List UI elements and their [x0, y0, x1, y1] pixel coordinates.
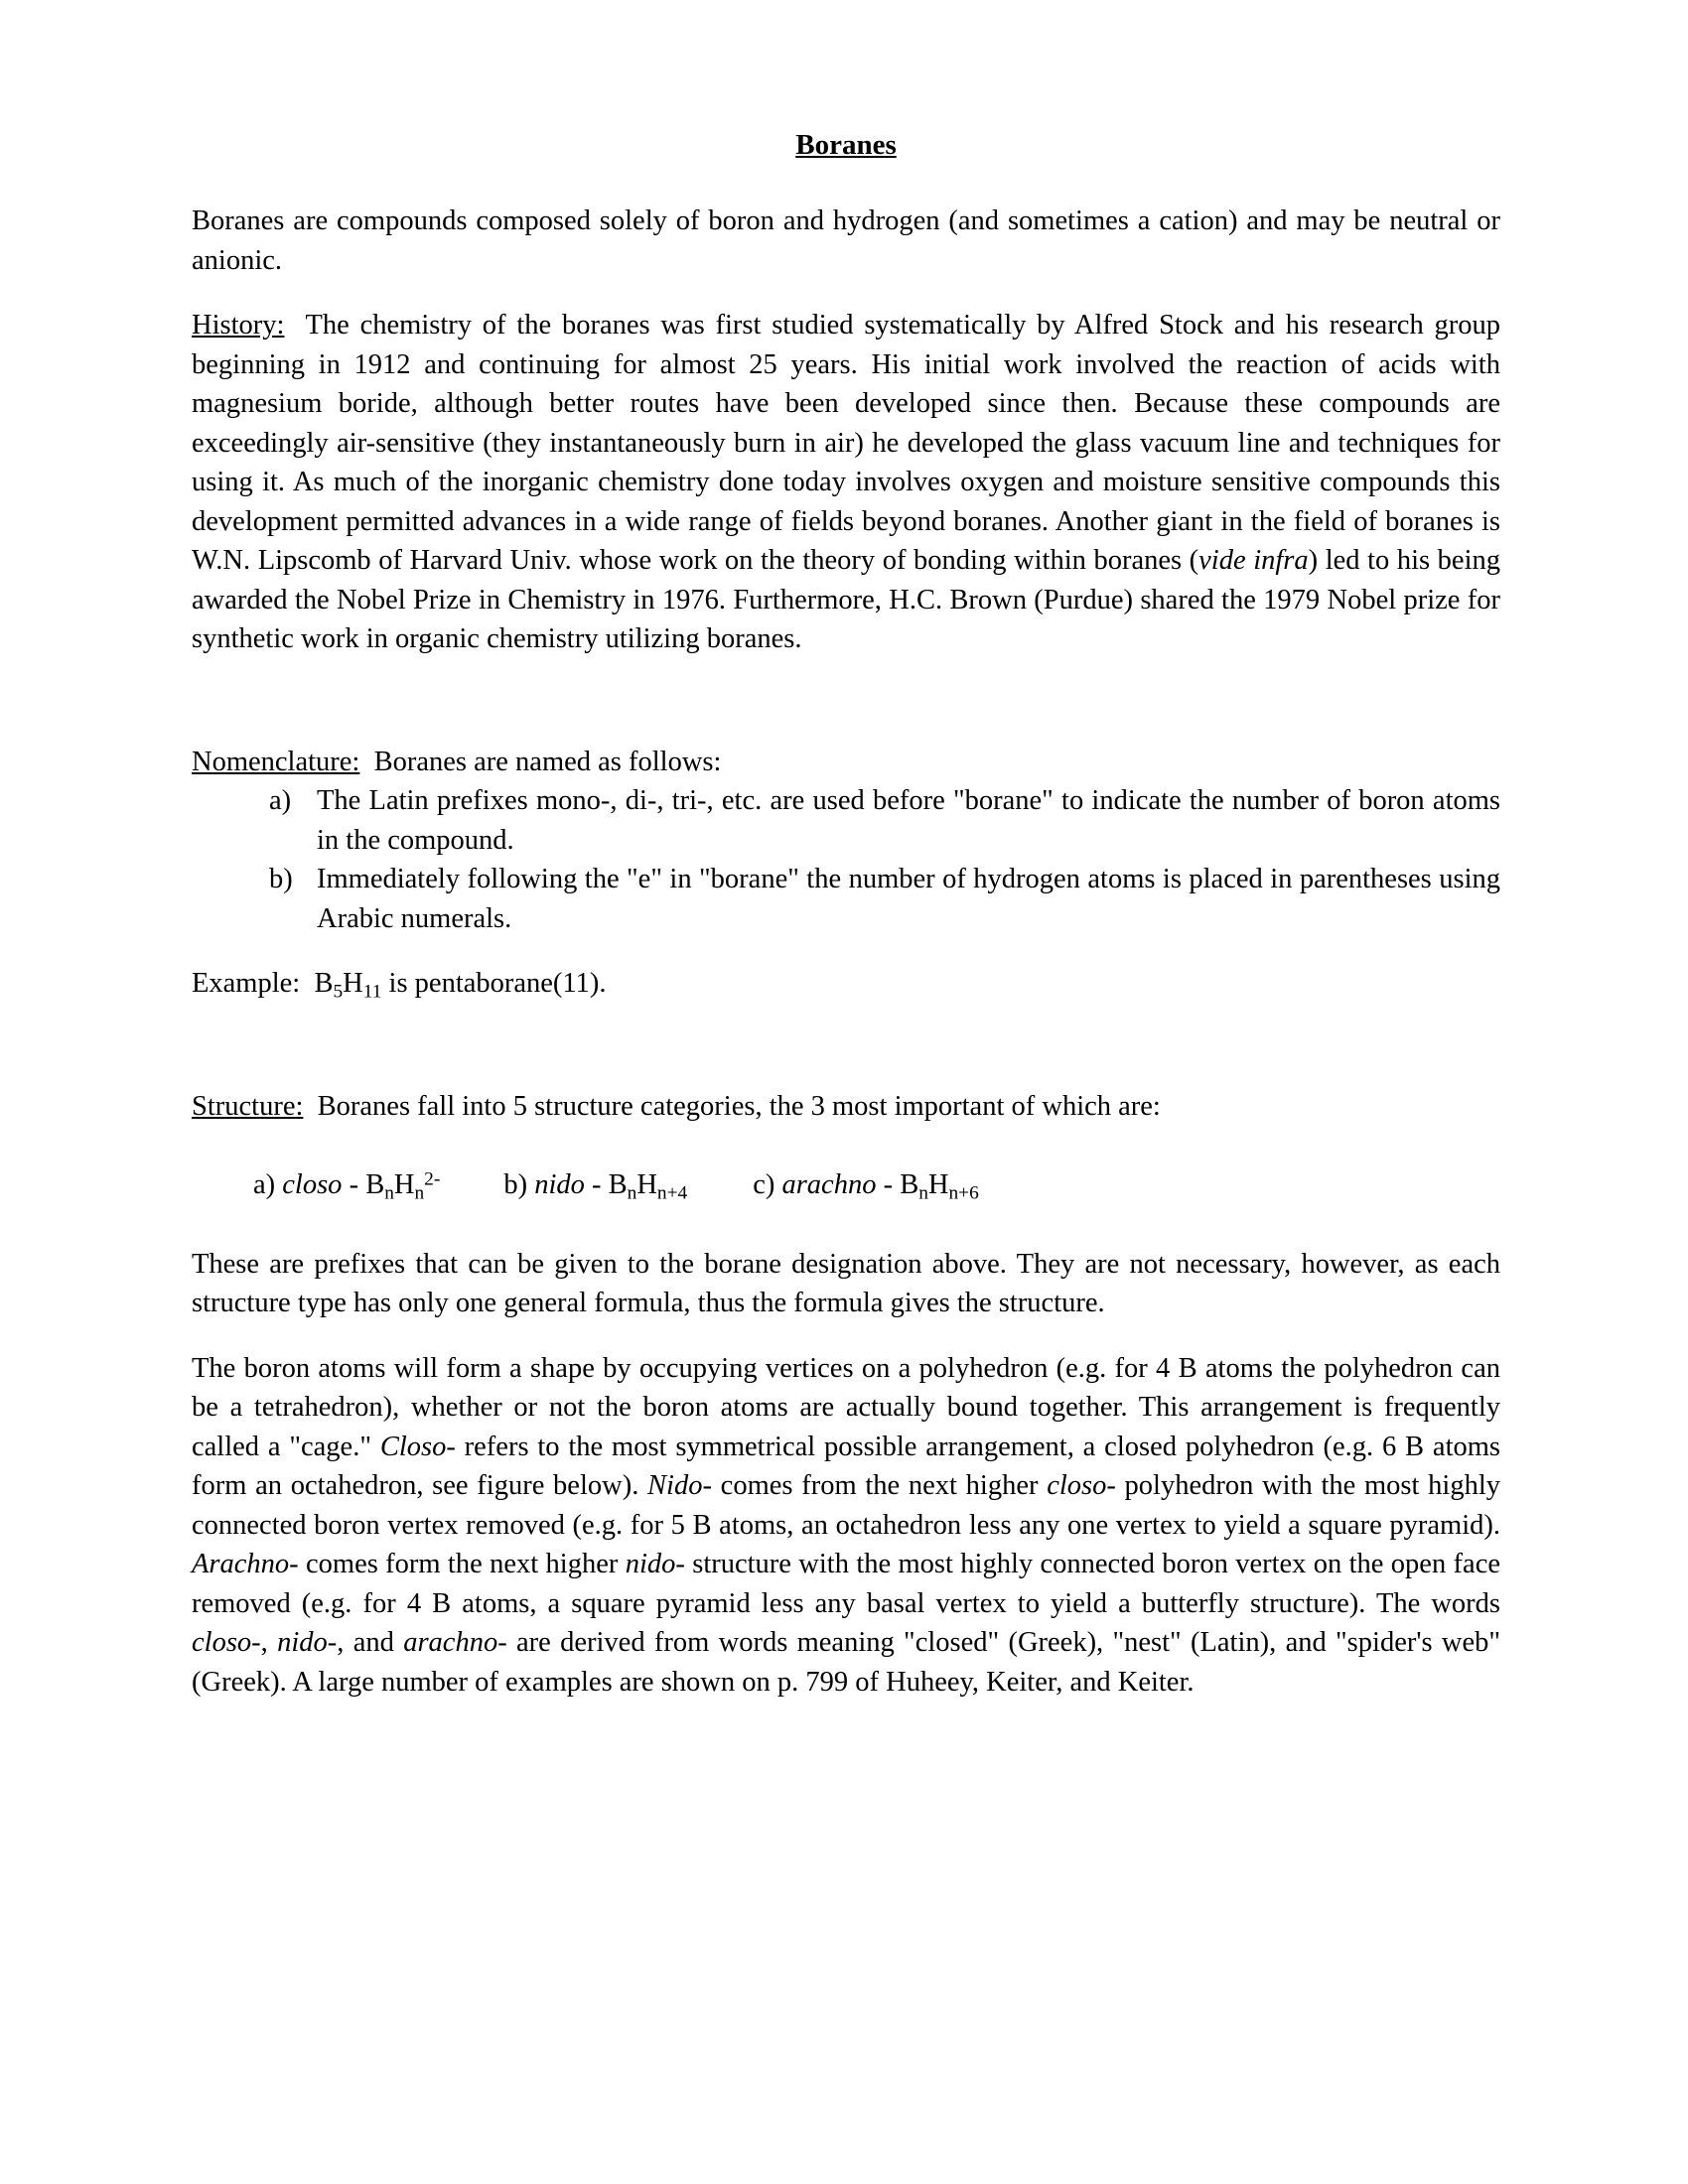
structure-formula-row	[253, 1165, 1500, 1205]
formula-b-sub: n	[918, 1182, 928, 1204]
spacer	[192, 280, 1500, 306]
intro-paragraph	[192, 202, 1500, 280]
history-italic-phrase: vide infra	[1198, 545, 1309, 577]
formula-h-sub: n+6	[948, 1182, 979, 1204]
cage-closo-low: closo-	[1047, 1470, 1116, 1502]
history-text: The chemistry of the boranes was first studied systematically by Alfred Stock and his research group beginning in 1912 and continuing for almost 25 years. His initial work involved the reaction of acids with magnesium boride, although better routes have been developed since then. Because these compounds are exceedingly air-sensitive (they instantaneously burn in air) he developed the glass vacuum line and techniques for using it. As much of the inorganic chemistry done today involves oxygen and moisture sensitive compounds this development permitted advances in a wide range of fields beyond boranes. Another giant in the field of boranes is W.N. Lipscomb of Harvard Univ. whose work on the theory of bonding within boranes (	[192, 310, 1500, 577]
list-item-label: Immediately following the "e" in "borane" the number of hydrogen atoms is placed in parentheses using Arabic numerals.	[317, 864, 1500, 934]
list-item-marker: b)	[269, 864, 293, 895]
formula-name: arachno	[781, 1169, 877, 1201]
cage-part1: The boron atoms will form a shape by occupying vertices on a polyhedron (e.g. for 4 B atoms the polyhedron can be a tetrahedron), whether or not the boron atoms are actually bound together. This arrangement is frequently called a "cage."	[192, 1352, 1500, 1462]
formula-b: B	[608, 1169, 628, 1201]
formula-h-sub: n	[414, 1182, 425, 1204]
prefix-note-text: These are prefixes that can be given to the borane designation above. They are not necessary, however, as each structure type has only one general formula, thus the formula gives the structure.	[192, 1248, 1500, 1319]
formula-b: B	[365, 1169, 385, 1201]
nomenclature-heading: Nomenclature:	[192, 746, 360, 777]
example-formula	[314, 968, 382, 1003]
formula-marker: a)	[253, 1169, 276, 1201]
cage-part5: comes form the next higher	[298, 1549, 626, 1580]
example-formula-h-sub: 11	[362, 981, 382, 1003]
formula-name: nido	[534, 1169, 585, 1201]
list-item	[269, 781, 1500, 860]
example-line	[192, 964, 1500, 1004]
example-formula-h: H	[343, 968, 363, 1000]
structure-formula-nido	[503, 1165, 687, 1205]
formula-b-sub: n	[384, 1182, 394, 1204]
spacer	[192, 938, 1500, 964]
intro-text: Boranes are compounds composed solely of boron and hydrogen (and sometimes a cation) and may be neutral or anionic.	[192, 205, 1500, 276]
history-text-after: ) led to his being awarded the Nobel Prize in Chemistry in 1976. Furthermore, H.C. Brown (Purdue) shared the 1979 Nobel prize for synthetic work in organic chemistry utilizing boranes.	[192, 545, 1500, 655]
example-formula-b: B	[314, 968, 334, 1000]
formula-dash: -	[883, 1169, 894, 1201]
nomenclature-lead: Boranes are named as follows:	[373, 746, 722, 777]
list-item-label: The Latin prefixes mono-, di-, tri-, etc. are used before "borane" to indicate the number of boron atoms in the compound.	[317, 785, 1500, 856]
cage-part6: structure with the most highly connected boron vertex on the open face removed (e.g. for 4 B atoms, a square pyramid less any basal vertex to yield a butterfly structure). The words	[192, 1549, 1500, 1619]
history-heading: History:	[192, 310, 285, 341]
list-item	[269, 860, 1500, 938]
structure-heading-line	[192, 1087, 1500, 1127]
structure-lead: Boranes fall into 5 structure categories, the 3 most important of which are:	[317, 1090, 1161, 1122]
formula-charge: 2-	[424, 1168, 441, 1190]
spacer	[192, 1126, 1500, 1165]
cage-nido-low: nido-	[625, 1549, 685, 1580]
nomenclature-list	[192, 781, 1500, 938]
cage-part7: ,	[260, 1627, 278, 1659]
spacer	[192, 1323, 1500, 1349]
history-paragraph	[192, 306, 1500, 659]
document-content	[192, 129, 1500, 1702]
structure-formula-arachno	[753, 1165, 979, 1205]
formula-dash: -	[349, 1169, 359, 1201]
formula-h: H	[927, 1169, 949, 1201]
cage-arachno-cap: Arachno-	[192, 1549, 299, 1580]
formula-h: H	[636, 1169, 657, 1201]
structure-formula-closo	[253, 1165, 440, 1205]
cage-nido-list: nido-	[277, 1627, 338, 1659]
prefix-note-paragraph	[192, 1245, 1500, 1323]
formula-dash: -	[591, 1169, 602, 1201]
list-item-marker: a)	[269, 785, 292, 817]
formula-b-sub: n	[627, 1182, 637, 1204]
spacer	[192, 162, 1500, 202]
spacer	[192, 659, 1500, 743]
cage-closo-list: closo-	[192, 1627, 261, 1659]
spacer	[192, 1004, 1500, 1087]
cage-part9: are derived from words meaning "closed" (Greek), "nest" (Latin), and "spider's web" (Greek). A large number of examples are shown on p. 799 of Huheey, Keiter, and Keiter.	[192, 1627, 1500, 1698]
cage-closo-cap: Closo-	[379, 1431, 456, 1462]
cage-part4: polyhedron with the most highly connected boron vertex removed (e.g. for 5 B atoms, an octahedron less any one vertex to yield a square pyramid).	[192, 1470, 1500, 1541]
spacer	[192, 1205, 1500, 1245]
formula-b: B	[900, 1169, 919, 1201]
cage-paragraph	[192, 1349, 1500, 1703]
formula-marker: b)	[503, 1169, 528, 1201]
nomenclature-heading-line	[192, 743, 1500, 782]
cage-part8: , and	[337, 1627, 404, 1659]
formula-h: H	[393, 1169, 415, 1201]
page-title	[192, 129, 1500, 162]
formula-h-sub: n+4	[656, 1182, 688, 1204]
example-label: Example:	[192, 968, 301, 1000]
structure-heading: Structure:	[192, 1090, 304, 1122]
cage-nido-cap: Nido-	[647, 1470, 712, 1502]
cage-arachno-list: arachno-	[403, 1627, 507, 1659]
formula-name: closo	[282, 1169, 343, 1201]
cage-part2: refers to the most symmetrical possible arrangement, a closed polyhedron (e.g. 6 B atoms form an octahedron, see figure below).	[192, 1431, 1500, 1502]
page-title-text: Boranes	[795, 129, 897, 161]
example-tail: is pentaborane(11).	[388, 968, 607, 1000]
example-formula-b-sub: 5	[333, 981, 344, 1003]
cage-part3: comes from the next higher	[711, 1470, 1048, 1502]
formula-marker: c)	[753, 1169, 775, 1201]
